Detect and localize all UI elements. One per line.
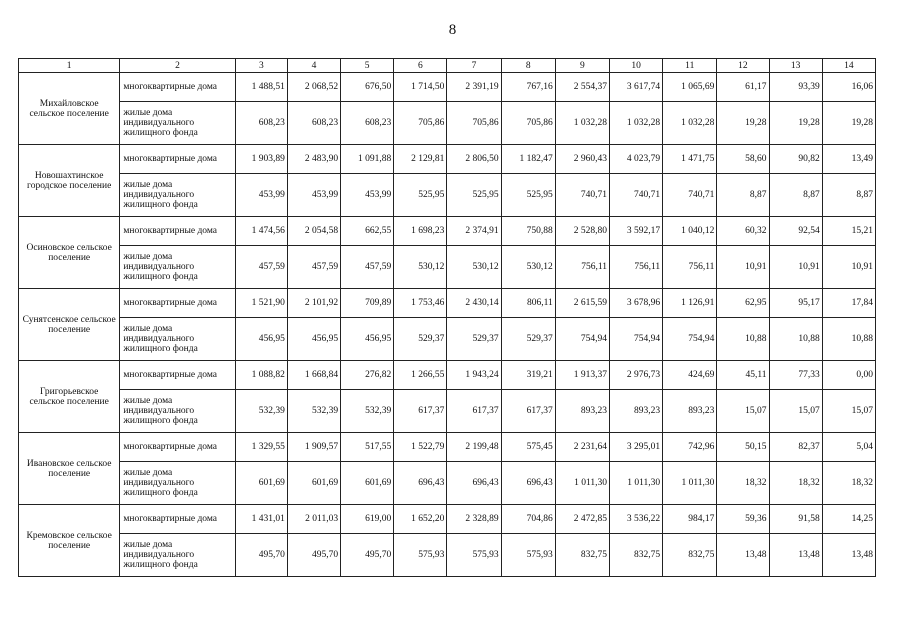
value-cell: 1 943,24 <box>447 361 501 390</box>
value-cell: 2 528,80 <box>555 217 609 246</box>
value-cell: 1 471,75 <box>663 145 717 174</box>
housing-type: многоквартирные дома <box>120 217 235 246</box>
table-row <box>19 433 876 462</box>
table-row <box>19 174 876 217</box>
value-cell: 319,21 <box>501 361 555 390</box>
value-cell: 704,86 <box>501 505 555 534</box>
value-cell: 457,59 <box>341 246 394 289</box>
value-cell: 45,11 <box>717 361 769 390</box>
value-cell: 2 483,90 <box>287 145 340 174</box>
value-cell: 62,95 <box>717 289 769 318</box>
housing-type: жилые дома индивидуального жилищного фонда <box>120 534 235 577</box>
value-cell: 1 126,91 <box>663 289 717 318</box>
column-number: 7 <box>447 59 501 73</box>
settlement-name: Осиновское сельское поселение <box>19 217 120 289</box>
value-cell: 529,37 <box>501 318 555 361</box>
value-cell: 709,89 <box>341 289 394 318</box>
housing-type: жилые дома индивидуального жилищного фонда <box>120 462 235 505</box>
settlement-name: Михайловское сельское поселение <box>19 73 120 145</box>
value-cell: 608,23 <box>287 102 340 145</box>
housing-type: жилые дома индивидуального жилищного фонда <box>120 318 235 361</box>
value-cell: 529,37 <box>394 318 447 361</box>
housing-type: многоквартирные дома <box>120 73 235 102</box>
value-cell: 2 199,48 <box>447 433 501 462</box>
value-cell: 13,48 <box>717 534 769 577</box>
value-cell: 18,32 <box>717 462 769 505</box>
value-cell: 2 391,19 <box>447 73 501 102</box>
settlement-name: Новошахтинское городское поселение <box>19 145 120 217</box>
value-cell: 740,71 <box>663 174 717 217</box>
value-cell: 1 088,82 <box>235 361 287 390</box>
value-cell: 696,43 <box>501 462 555 505</box>
housing-type: многоквартирные дома <box>120 433 235 462</box>
value-cell: 619,00 <box>341 505 394 534</box>
table-row <box>19 505 876 534</box>
value-cell: 453,99 <box>341 174 394 217</box>
value-cell: 608,23 <box>235 102 287 145</box>
value-cell: 832,75 <box>663 534 717 577</box>
value-cell: 15,07 <box>822 390 875 433</box>
value-cell: 617,37 <box>447 390 501 433</box>
value-cell: 1 032,28 <box>609 102 662 145</box>
value-cell: 1 091,88 <box>341 145 394 174</box>
value-cell: 575,45 <box>501 433 555 462</box>
value-cell: 495,70 <box>287 534 340 577</box>
housing-type: жилые дома индивидуального жилищного фонда <box>120 102 235 145</box>
value-cell: 601,69 <box>341 462 394 505</box>
value-cell: 457,59 <box>235 246 287 289</box>
value-cell: 0,00 <box>822 361 875 390</box>
value-cell: 82,37 <box>769 433 822 462</box>
column-number: 2 <box>120 59 235 73</box>
value-cell: 532,39 <box>341 390 394 433</box>
column-number-row <box>19 59 876 73</box>
value-cell: 10,91 <box>717 246 769 289</box>
housing-type: жилые дома индивидуального жилищного фонда <box>120 174 235 217</box>
value-cell: 1 011,30 <box>663 462 717 505</box>
value-cell: 10,88 <box>822 318 875 361</box>
value-cell: 13,48 <box>769 534 822 577</box>
value-cell: 4 023,79 <box>609 145 662 174</box>
value-cell: 767,16 <box>501 73 555 102</box>
value-cell: 750,88 <box>501 217 555 246</box>
value-cell: 832,75 <box>555 534 609 577</box>
value-cell: 15,07 <box>769 390 822 433</box>
value-cell: 1 903,89 <box>235 145 287 174</box>
value-cell: 662,55 <box>341 217 394 246</box>
value-cell: 530,12 <box>501 246 555 289</box>
column-number: 10 <box>609 59 662 73</box>
value-cell: 16,06 <box>822 73 875 102</box>
value-cell: 91,58 <box>769 505 822 534</box>
value-cell: 18,32 <box>822 462 875 505</box>
value-cell: 1 714,50 <box>394 73 447 102</box>
value-cell: 1 032,28 <box>555 102 609 145</box>
value-cell: 92,54 <box>769 217 822 246</box>
value-cell: 1 065,69 <box>663 73 717 102</box>
column-number: 1 <box>19 59 120 73</box>
value-cell: 8,87 <box>769 174 822 217</box>
value-cell: 754,94 <box>663 318 717 361</box>
column-number: 6 <box>394 59 447 73</box>
settlement-name: Кремовское сельское поселение <box>19 505 120 577</box>
value-cell: 19,28 <box>717 102 769 145</box>
value-cell: 5,04 <box>822 433 875 462</box>
value-cell: 19,28 <box>822 102 875 145</box>
value-cell: 495,70 <box>341 534 394 577</box>
value-cell: 756,11 <box>663 246 717 289</box>
value-cell: 525,95 <box>394 174 447 217</box>
value-cell: 1 698,23 <box>394 217 447 246</box>
value-cell: 15,21 <box>822 217 875 246</box>
housing-type: жилые дома индивидуального жилищного фонда <box>120 390 235 433</box>
tariff-table <box>18 58 876 577</box>
value-cell: 13,49 <box>822 145 875 174</box>
value-cell: 676,50 <box>341 73 394 102</box>
value-cell: 1 474,56 <box>235 217 287 246</box>
value-cell: 984,17 <box>663 505 717 534</box>
value-cell: 19,28 <box>769 102 822 145</box>
value-cell: 14,25 <box>822 505 875 534</box>
value-cell: 1 329,55 <box>235 433 287 462</box>
column-number: 5 <box>341 59 394 73</box>
housing-type: жилые дома индивидуального жилищного фонда <box>120 246 235 289</box>
value-cell: 705,86 <box>394 102 447 145</box>
value-cell: 2 054,58 <box>287 217 340 246</box>
page-number: 8 <box>448 22 457 38</box>
value-cell: 3 295,01 <box>609 433 662 462</box>
value-cell: 1 266,55 <box>394 361 447 390</box>
value-cell: 50,15 <box>717 433 769 462</box>
value-cell: 2 430,14 <box>447 289 501 318</box>
value-cell: 424,69 <box>663 361 717 390</box>
value-cell: 893,23 <box>663 390 717 433</box>
value-cell: 1 488,51 <box>235 73 287 102</box>
value-cell: 1 011,30 <box>609 462 662 505</box>
value-cell: 3 592,17 <box>609 217 662 246</box>
value-cell: 1 913,37 <box>555 361 609 390</box>
value-cell: 2 960,43 <box>555 145 609 174</box>
value-cell: 17,84 <box>822 289 875 318</box>
value-cell: 575,93 <box>394 534 447 577</box>
value-cell: 806,11 <box>501 289 555 318</box>
value-cell: 1 011,30 <box>555 462 609 505</box>
value-cell: 2 806,50 <box>447 145 501 174</box>
value-cell: 18,32 <box>769 462 822 505</box>
value-cell: 3 678,96 <box>609 289 662 318</box>
value-cell: 696,43 <box>394 462 447 505</box>
value-cell: 1 431,01 <box>235 505 287 534</box>
value-cell: 705,86 <box>501 102 555 145</box>
value-cell: 696,43 <box>447 462 501 505</box>
value-cell: 58,60 <box>717 145 769 174</box>
value-cell: 742,96 <box>663 433 717 462</box>
value-cell: 575,93 <box>501 534 555 577</box>
table-row <box>19 145 876 174</box>
value-cell: 1 668,84 <box>287 361 340 390</box>
value-cell: 740,71 <box>609 174 662 217</box>
table-row <box>19 390 876 433</box>
table-row <box>19 318 876 361</box>
value-cell: 2 011,03 <box>287 505 340 534</box>
value-cell: 601,69 <box>235 462 287 505</box>
column-number: 13 <box>769 59 822 73</box>
column-number: 12 <box>717 59 769 73</box>
value-cell: 95,17 <box>769 289 822 318</box>
value-cell: 90,82 <box>769 145 822 174</box>
table-row <box>19 73 876 102</box>
value-cell: 1 521,90 <box>235 289 287 318</box>
value-cell: 456,95 <box>341 318 394 361</box>
value-cell: 456,95 <box>235 318 287 361</box>
value-cell: 532,39 <box>287 390 340 433</box>
value-cell: 10,91 <box>822 246 875 289</box>
value-cell: 1 522,79 <box>394 433 447 462</box>
value-cell: 754,94 <box>609 318 662 361</box>
value-cell: 608,23 <box>341 102 394 145</box>
housing-type: многоквартирные дома <box>120 505 235 534</box>
value-cell: 601,69 <box>287 462 340 505</box>
value-cell: 1 753,46 <box>394 289 447 318</box>
value-cell: 575,93 <box>447 534 501 577</box>
column-number: 8 <box>501 59 555 73</box>
value-cell: 8,87 <box>717 174 769 217</box>
table-row <box>19 534 876 577</box>
value-cell: 517,55 <box>341 433 394 462</box>
value-cell: 1 652,20 <box>394 505 447 534</box>
value-cell: 3 617,74 <box>609 73 662 102</box>
value-cell: 740,71 <box>555 174 609 217</box>
settlement-name: Сунятсенское сельское поселение <box>19 289 120 361</box>
column-number: 11 <box>663 59 717 73</box>
value-cell: 61,17 <box>717 73 769 102</box>
value-cell: 3 536,22 <box>609 505 662 534</box>
value-cell: 456,95 <box>287 318 340 361</box>
value-cell: 2 231,64 <box>555 433 609 462</box>
housing-type: многоквартирные дома <box>120 145 235 174</box>
value-cell: 59,36 <box>717 505 769 534</box>
value-cell: 2 374,91 <box>447 217 501 246</box>
value-cell: 2 976,73 <box>609 361 662 390</box>
table-row <box>19 102 876 145</box>
value-cell: 532,39 <box>235 390 287 433</box>
value-cell: 10,88 <box>769 318 822 361</box>
value-cell: 2 615,59 <box>555 289 609 318</box>
value-cell: 617,37 <box>394 390 447 433</box>
value-cell: 2 101,92 <box>287 289 340 318</box>
value-cell: 13,48 <box>822 534 875 577</box>
value-cell: 15,07 <box>717 390 769 433</box>
value-cell: 756,11 <box>609 246 662 289</box>
value-cell: 2 068,52 <box>287 73 340 102</box>
value-cell: 453,99 <box>235 174 287 217</box>
column-number: 14 <box>822 59 875 73</box>
value-cell: 756,11 <box>555 246 609 289</box>
value-cell: 2 129,81 <box>394 145 447 174</box>
value-cell: 705,86 <box>447 102 501 145</box>
value-cell: 453,99 <box>287 174 340 217</box>
value-cell: 1 032,28 <box>663 102 717 145</box>
housing-type: многоквартирные дома <box>120 361 235 390</box>
value-cell: 1 909,57 <box>287 433 340 462</box>
table-row <box>19 289 876 318</box>
value-cell: 10,88 <box>717 318 769 361</box>
value-cell: 529,37 <box>447 318 501 361</box>
column-number: 3 <box>235 59 287 73</box>
value-cell: 893,23 <box>555 390 609 433</box>
value-cell: 1 182,47 <box>501 145 555 174</box>
value-cell: 530,12 <box>447 246 501 289</box>
value-cell: 525,95 <box>501 174 555 217</box>
value-cell: 2 472,85 <box>555 505 609 534</box>
table-row <box>19 361 876 390</box>
value-cell: 617,37 <box>501 390 555 433</box>
value-cell: 525,95 <box>447 174 501 217</box>
housing-type: многоквартирные дома <box>120 289 235 318</box>
table-row <box>19 246 876 289</box>
value-cell: 893,23 <box>609 390 662 433</box>
settlement-name: Ивановское сельское поселение <box>19 433 120 505</box>
table-row <box>19 462 876 505</box>
column-number: 4 <box>287 59 340 73</box>
settlement-name: Григорьевское сельское поселение <box>19 361 120 433</box>
value-cell: 832,75 <box>609 534 662 577</box>
value-cell: 2 328,89 <box>447 505 501 534</box>
value-cell: 8,87 <box>822 174 875 217</box>
value-cell: 10,91 <box>769 246 822 289</box>
value-cell: 1 040,12 <box>663 217 717 246</box>
value-cell: 754,94 <box>555 318 609 361</box>
value-cell: 2 554,37 <box>555 73 609 102</box>
table-row <box>19 217 876 246</box>
value-cell: 495,70 <box>235 534 287 577</box>
value-cell: 93,39 <box>769 73 822 102</box>
value-cell: 530,12 <box>394 246 447 289</box>
value-cell: 457,59 <box>287 246 340 289</box>
value-cell: 60,32 <box>717 217 769 246</box>
value-cell: 276,82 <box>341 361 394 390</box>
value-cell: 77,33 <box>769 361 822 390</box>
column-number: 9 <box>555 59 609 73</box>
